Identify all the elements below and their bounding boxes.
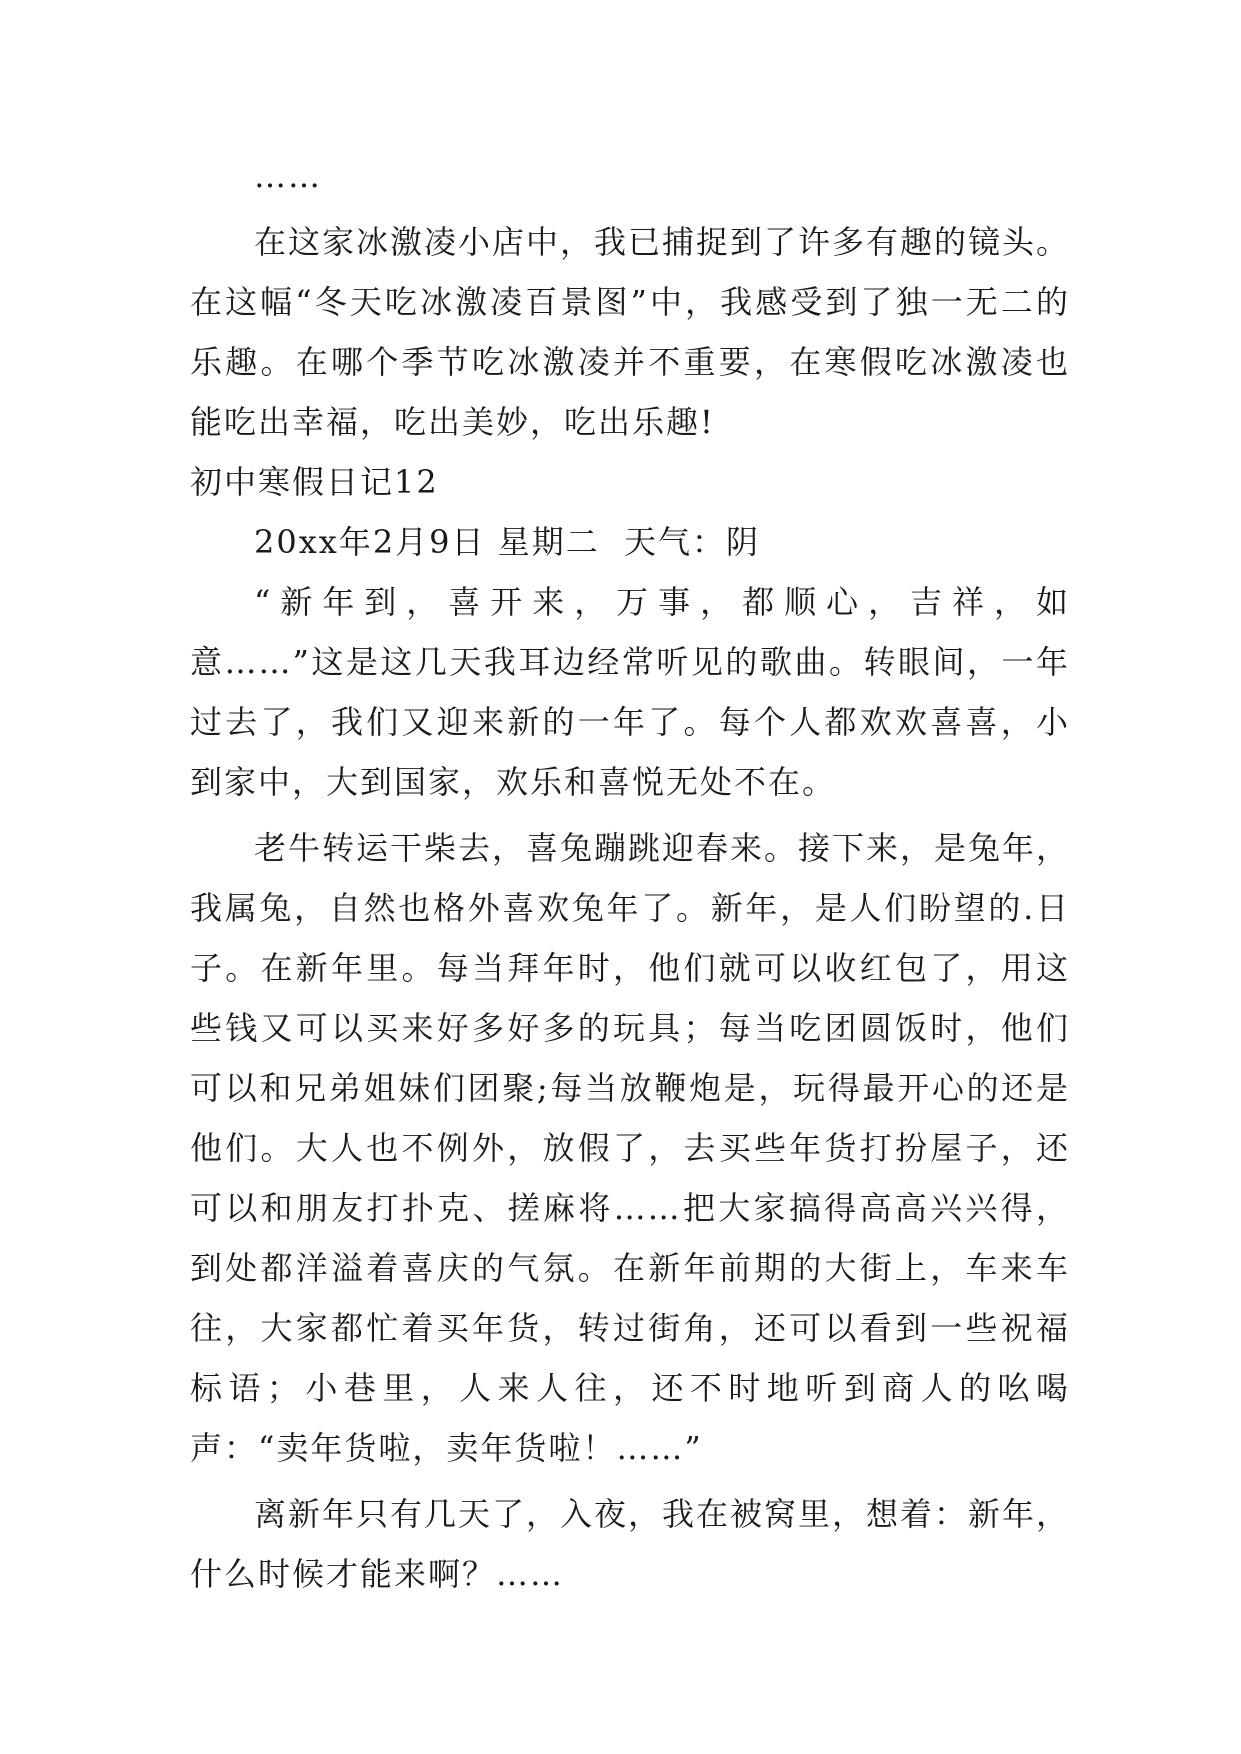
paragraph-waiting-new-year: 离新年只有几天了，入夜，我在被窝里，想着：新年，什么时候才能来啊？…… (190, 1495, 1071, 1593)
paragraph-rabbit-year: 老牛转运干柴去，喜兔蹦跳迎春来。接下来，是兔年，我属兔，自然也格外喜欢兔年了。新年，是人们盼望的.日子。在新年里。每当拜年时，他们就可以收红包了，用这些钱又可以买来好多好多的玩具；每当吃团圆饭时，他们可以和兄弟姐妹们团聚;每当放鞭炮是，玩得最开心的还是他们。大人也不例外，放假了，去买些年货打扮屋子，还可以和朋友打扑克、搓麻将……把大家搞得高高兴兴得，到处都洋溢着喜庆的气氛。在新年前期的大街上，车来车往，大家都忙着买年货，转过街角，还可以看到一些祝福标语；小巷里，人来人往，还不时地听到商人的吆喝声：“卖年货啦，卖年货啦！……” (190, 829, 1071, 1467)
ellipsis-line: …… (254, 157, 322, 195)
diary-dateline: 20xx年2月9日 星期二 天气：阴 (254, 523, 761, 561)
paragraph-new-year-song: “新年到，喜开来，万事，都顺心，吉祥，如意……”这是这几天我耳边经常听见的歌曲。转眼间，一年过去了，我们又迎来新的一年了。每个人都欢欢喜喜，小到家中，大到国家，欢乐和喜悦无处不在。 (190, 583, 1070, 801)
diary-heading: 初中寒假日记12 (190, 463, 439, 501)
paragraph-ice-cream-conclusion: 在这家冰激凌小店中，我已捕捉到了许多有趣的镜头。在这幅“冬天吃冰激凌百景图”中，我感受到了独一无二的乐趣。在哪个季节吃冰激凌并不重要，在寒假吃冰激凌也能吃出幸福，吃出美妙，吃出乐趣! (190, 223, 1071, 441)
document-body (190, 146, 1070, 1604)
